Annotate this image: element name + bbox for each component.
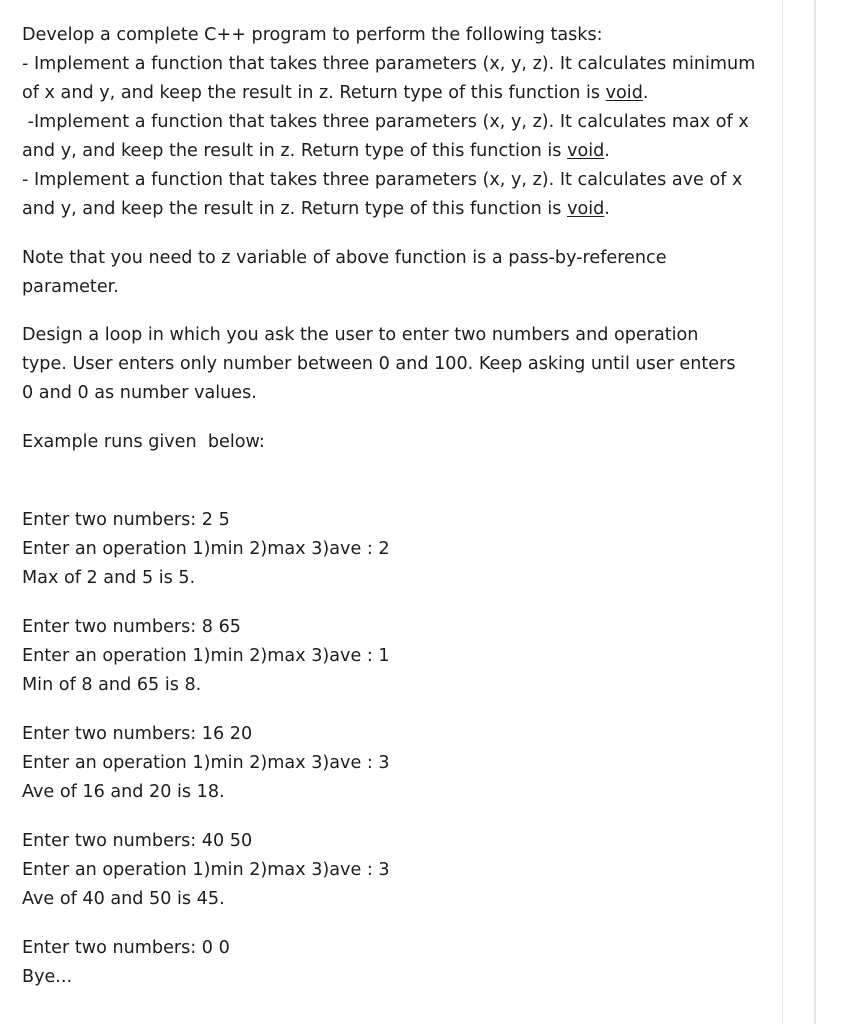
page-edge-border <box>782 0 816 1024</box>
period: . <box>642 83 649 103</box>
run-numbers-line: Enter two numbers: 0 0 <box>22 938 230 958</box>
note-line2: parameter. <box>22 277 119 297</box>
loop-line2: type. User enters only number between 0 and 100. Keep asking until user enters <box>22 354 736 374</box>
task-intro: Develop a complete C++ program to perform the following tasks: <box>22 25 603 45</box>
run-numbers-line: Enter two numbers: 40 50 <box>22 831 253 851</box>
example-run <box>22 613 757 700</box>
run-operation-line: Enter an operation 1)min 2)max 3)ave : 3 <box>22 860 390 880</box>
task-item-max-line2 <box>22 137 757 166</box>
void-keyword: void <box>567 199 605 219</box>
period: . <box>604 199 610 219</box>
run-result-line: Max of 2 and 5 is 5. <box>22 568 196 588</box>
period: . <box>604 141 610 161</box>
loop-line1: Design a loop in which you ask the user to enter two numbers and operation <box>22 325 699 345</box>
void-keyword: void <box>567 141 605 161</box>
run-result-line: Ave of 40 and 50 is 45. <box>22 889 225 909</box>
task-item-min-text: of x and y, and keep the result in z. Return type of this function is <box>22 83 606 103</box>
note-line1: Note that you need to z variable of above function is a pass-by-reference <box>22 248 667 268</box>
run-result-line: Min of 8 and 65 is 8. <box>22 675 202 695</box>
task-item-max-line1: -Implement a function that takes three parameters (x, y, z). It calculates max of x <box>22 112 749 132</box>
run-operation-line: Enter an operation 1)min 2)max 3)ave : 2 <box>22 539 390 559</box>
run-numbers-line: Enter two numbers: 8 65 <box>22 617 241 637</box>
run-operation-line: Enter an operation 1)min 2)max 3)ave : 3 <box>22 753 390 773</box>
task-item-ave-text: and y, and keep the result in z. Return type of this function is <box>22 199 568 219</box>
example-run-final <box>22 934 757 992</box>
loop-line3: 0 and 0 as number values. <box>22 383 257 403</box>
example-run <box>22 720 757 807</box>
task-item-max-text: and y, and keep the result in z. Return type of this function is <box>22 141 568 161</box>
example-run <box>22 827 757 914</box>
example-run <box>22 506 757 593</box>
run-operation-line: Enter an operation 1)min 2)max 3)ave : 1 <box>22 646 390 666</box>
example-heading: Example runs given below: <box>22 432 265 452</box>
void-keyword: void <box>605 83 643 103</box>
run-numbers-line: Enter two numbers: 16 20 <box>22 724 253 744</box>
run-result-line: Ave of 16 and 20 is 18. <box>22 782 225 802</box>
task-item-min-line2 <box>22 79 757 108</box>
bye-line: Bye... <box>22 967 73 987</box>
task-item-ave-line2 <box>22 195 757 224</box>
task-item-min-line1: - Implement a function that takes three parameters (x, y, z). It calculates minimum <box>22 54 756 74</box>
run-numbers-line: Enter two numbers: 2 5 <box>22 510 230 530</box>
task-item-ave-line1: - Implement a function that takes three parameters (x, y, z). It calculates ave of x <box>22 170 743 190</box>
assignment-text <box>22 21 757 992</box>
